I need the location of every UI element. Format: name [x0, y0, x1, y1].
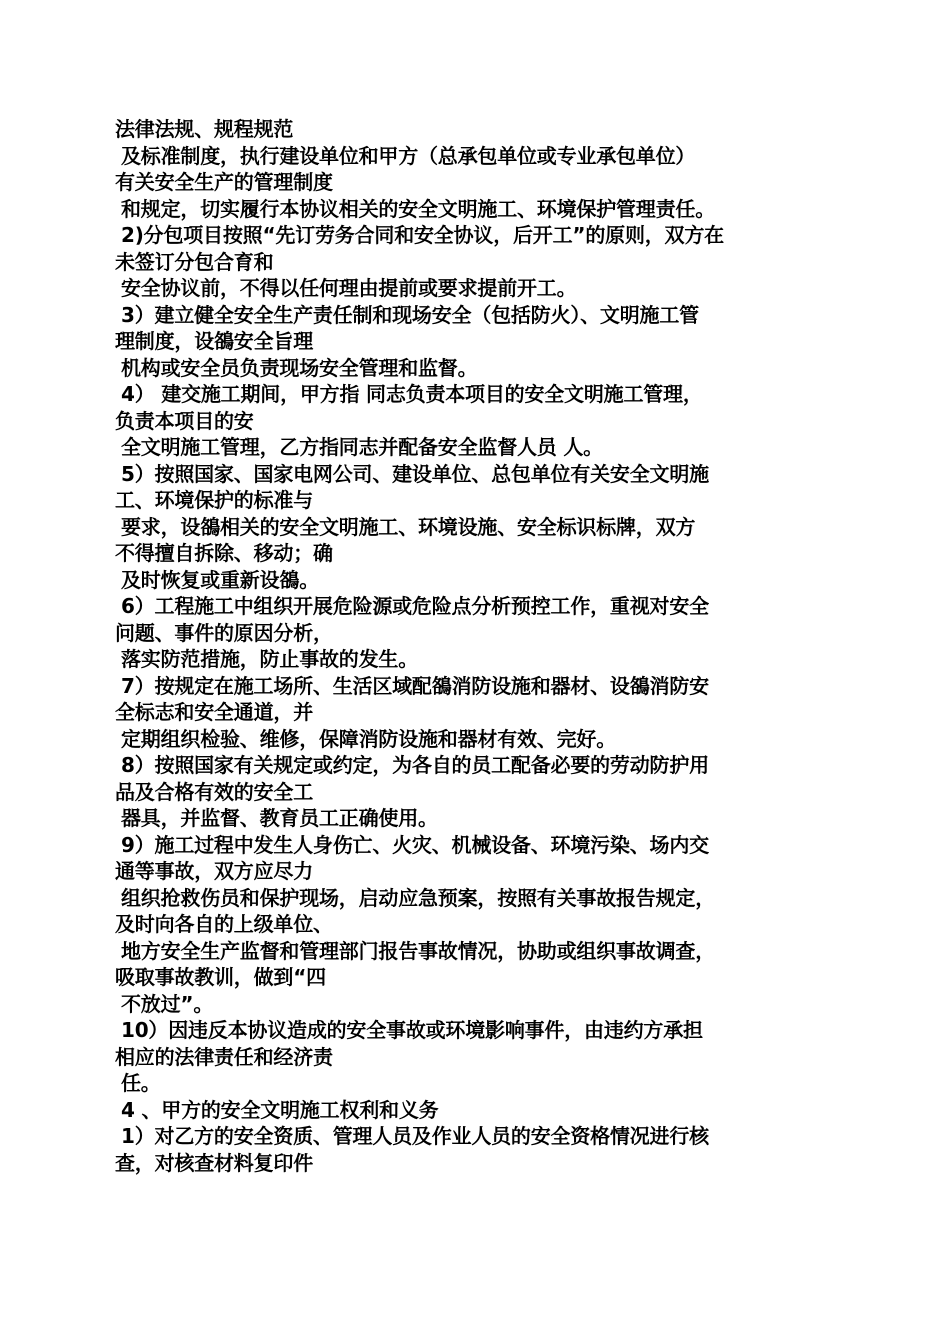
text-line: 要求，设鵅相关的安全文明施工、环境设施、安全标识标牌，双方 [121, 514, 696, 539]
text-line: 10）因违反本协议造成的安全事故或环境影响事件，由违约方承担 [121, 1018, 703, 1042]
text-line: 有关安全生产的管理制度 [115, 170, 333, 194]
text-line: 吸取事故教训，做到“四 [115, 965, 326, 989]
document-body [115, 116, 835, 1176]
text-line: 组织抢救伤员和保护现场，启动应急预案，按照有关事故报告规定， [121, 885, 715, 910]
text-line: 未签订分包合育和 [115, 249, 274, 274]
text-line: 及时恢复或重新设鵅。 [121, 567, 319, 592]
text-line: 4） 建交施工期间，甲方指 同志负责本项目的安全文明施工管理， [121, 382, 703, 406]
text-line: 1）对乙方的安全资质、管理人员及作业人员的安全资格情况进行核 [121, 1124, 709, 1148]
text-line: 7）按规定在施工场所、生活区域配鵅消防设施和器材、设鵅消防安 [121, 673, 709, 698]
text-line: 及时向各自的上级单位、 [115, 912, 333, 936]
text-line: 落实防范措施，防止事故的发生。 [121, 647, 418, 671]
text-line: 法律法规、规程规范 [115, 117, 294, 141]
section-heading: 4 、甲方的安全文明施工权利和义务 [121, 1097, 439, 1122]
text-line: 全文明施工管理，乙方指同志并配备安全监督人员 人。 [121, 435, 603, 459]
text-line: 不得擅自拆除、移动；确 [115, 541, 333, 565]
text-line: 3）建立健全安全生产责任制和现场安全（包括防火）、文明施工管 [121, 302, 699, 327]
text-line: 机构或安全员负责现场安全管理和监督。 [121, 355, 478, 380]
text-line: 问题、事件的原因分析， [115, 620, 333, 645]
text-line: 全标志和安全通道，并 [115, 700, 313, 724]
text-line: 不放过”。 [121, 991, 214, 1016]
text-line: 8）按照国家有关规定或约定，为各自的员工配备必要的劳动防护用 [121, 753, 709, 777]
text-line: 工、环境保护的标准与 [115, 488, 313, 512]
text-line: 负责本项目的安 [115, 408, 254, 433]
text-line: 和规定，切实履行本协议相关的安全文明施工、环境保护管理责任。 [121, 196, 715, 221]
text-line: 安全协议前，不得以任何理由提前或要求提前开工。 [121, 276, 577, 300]
text-line: 理制度，设鵅安全旨理 [115, 329, 313, 353]
text-line: 定期组织检验、维修，保障消防设施和器材有效、完好。 [121, 726, 616, 751]
text-line: 6）工程施工中组织开展危险源或危险点分析预控工作，重视对安全 [121, 594, 709, 618]
text-line: 地方安全生产监督和管理部门报告事故情况，协助或组织事故调查， [121, 938, 715, 963]
text-line: 任。 [121, 1071, 161, 1095]
text-line: 相应的法律责任和经济责 [115, 1044, 333, 1069]
text-line: 5）按照国家、国家电网公司、建设单位、总包单位有关安全文明施 [121, 461, 709, 486]
text-line: 2)分包项目按照“先订劳务合同和安全协议，后开工”的原则，双方在 [121, 223, 724, 247]
text-line: 查，对核查材料复印件 [115, 1150, 313, 1175]
text-line: 器具，并监督、教育员工正确使用。 [121, 806, 438, 830]
text-line: 及标准制度，执行建设单位和甲方（总承包单位或专业承包单位） [121, 143, 696, 168]
text-line: 通等事故，双方应尽力 [115, 859, 313, 883]
text-line: 9）施工过程中发生人身伤亡、火灾、机械设备、环境污染、场内交 [121, 832, 709, 857]
text-line: 品及合格有效的安全工 [115, 779, 313, 804]
